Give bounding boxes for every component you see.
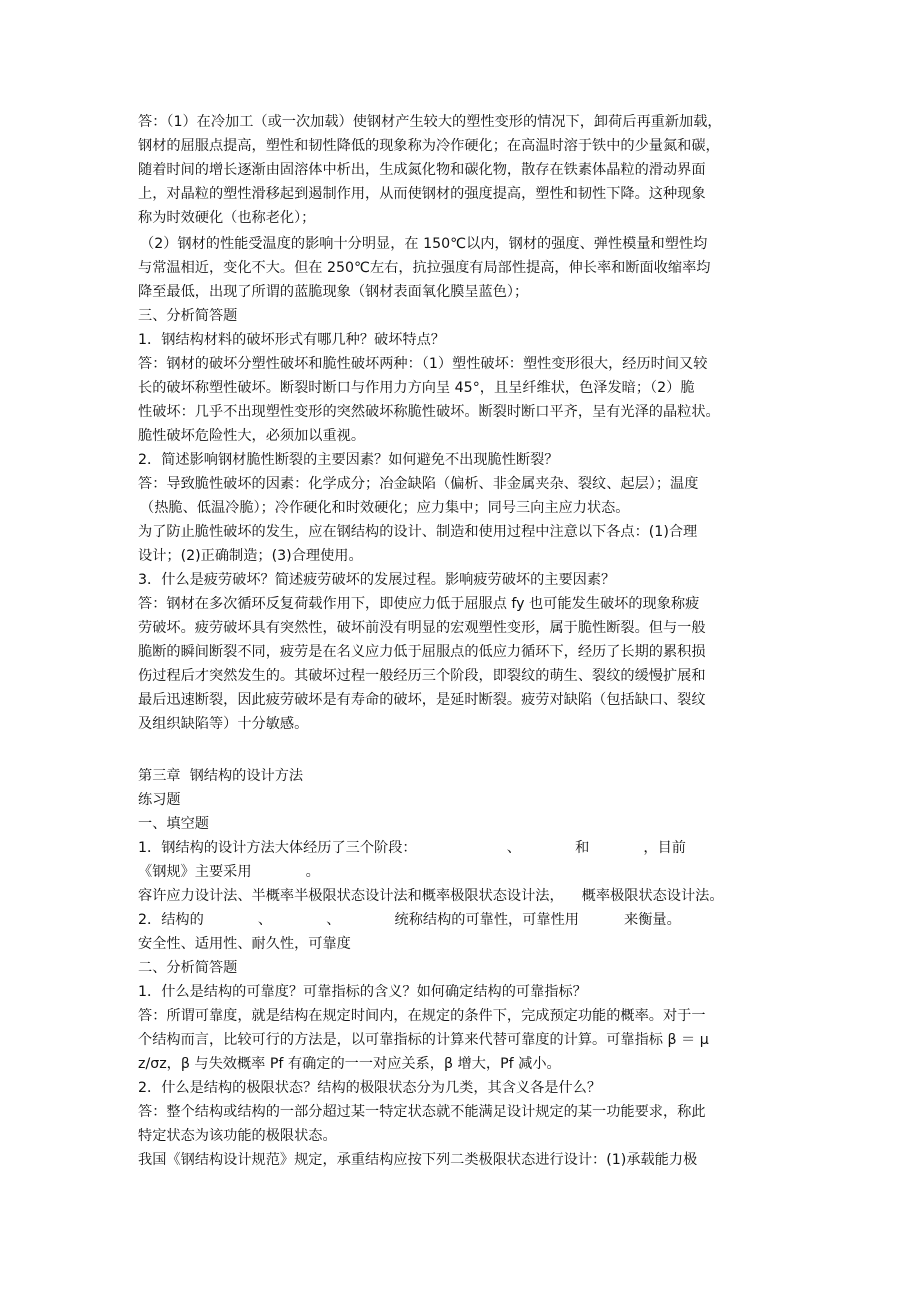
text-line: 《钢规》主要采用 。 [138,864,320,880]
text-line: 三、分析简答题 [138,308,238,324]
text-line: 答：（1）在冷加工（或一次加载）使钢材产生较大的塑性变形的情况下，卸荷后再重新加载， [138,114,722,130]
text-line: 答：整个结构或结构的一部分超过某一特定状态就不能满足设计规定的某一功能要求，称此 [138,1104,706,1120]
text-line: 2．结构的 、 、 统称结构的可靠性，可靠性用 来衡量。 [138,912,681,928]
text-line: 性破坏：几乎不出现塑性变形的突然破坏称脆性破坏。断裂时断口平齐，呈有光泽的晶粒状。 [138,404,720,420]
text-line: （2）钢材的性能受温度的影响十分明显，在 150℃以内，钢材的强度、弹性模量和塑性均 [140,236,708,252]
text-line: 二、分析简答题 [138,960,238,976]
text-line: 容许应力设计法、半概率半极限状态设计法和概率极限状态设计法， 概率极限状态设计法。 [138,888,724,904]
text-line: z/σz，β 与失效概率 Pf 有确定的一一对应关系，β 增大，Pf 减小。 [138,1056,561,1072]
text-line: 特定状态为该功能的极限状态。 [138,1128,337,1144]
text-line: 答：钢材在多次循环反复荷载作用下，即使应力低于屈服点 fy 也可能发生破坏的现象称疲 [138,596,700,612]
text-line: 伤过程后才突然发生的。其破坏过程一般经历三个阶段，即裂纹的萌生、裂纹的缓慢扩展和 [138,668,706,684]
text-line: 2．简述影响钢材脆性断裂的主要因素？如何避免不出现脆性断裂？ [138,452,559,468]
text-line: 答：导致脆性破坏的因素：化学成分；冶金缺陷（偏析、非金属夹杂、裂纹、起层）；温度 [138,476,699,492]
text-line: 降至最低，出现了所谓的蓝脆现象（钢材表面氧化膜呈蓝色）； [138,284,529,300]
text-line: 设计；(2)正确制造；(3)合理使用。 [138,548,363,564]
text-line: 长的破坏称塑性破坏。断裂时断口与作用力方向呈 45°，且呈纤维状，色泽发暗；（2）脆 [138,380,695,396]
text-line: 答：所谓可靠度，就是结构在规定时间内，在规定的条件下，完成预定功能的概率。对于一 [138,1008,706,1024]
text-line: 随着时间的增长逐渐由固溶体中析出，生成氮化物和碳化物，散存在铁素体晶粒的滑动界面 [138,162,706,178]
text-line: 1．什么是结构的可靠度？可靠指标的含义？如何确定结构的可靠指标？ [138,984,587,1000]
text-line: 脆性破坏危险性大，必须加以重视。 [138,428,366,444]
text-line: 一、填空题 [138,816,209,832]
text-line: 为了防止脆性破坏的发生，应在钢结构的设计、制造和使用过程中注意以下各点：(1)合理 [138,524,698,540]
text-line: 最后迅速断裂，因此疲劳破坏是有寿命的破坏，是延时断裂。疲劳对缺陷（包括缺口、裂纹 [138,692,706,708]
text-line: 1．钢结构的设计方法大体经历了三个阶段： 、 和 ，目前 [138,840,686,856]
text-line: 及组织缺陷等）十分敏感。 [138,716,309,732]
text-line: 答：钢材的破坏分塑性破坏和脆性破坏两种：（1）塑性破坏：塑性变形很大，经历时间又较 [138,356,708,372]
text-line: 第三章 钢结构的设计方法 [138,768,304,784]
text-line: 与常温相近，变化不大。但在 250℃左右，抗拉强度有局部性提高，伸长率和断面收缩率均 [138,260,711,276]
text-line: 2．什么是结构的极限状态？结构的极限状态分为几类，其含义各是什么？ [138,1080,602,1096]
text-line: 练习题 [138,792,181,808]
text-line: （热脆、低温冷脆）；冷作硬化和时效硬化；应力集中；同号三向主应力状态。 [140,500,630,516]
text-line: 劳破坏。疲劳破坏具有突然性，破坏前没有明显的宏观塑性变形，属于脆性断裂。但与一般 [138,620,706,636]
text-line: 称为时效硬化（也称老化）； [138,210,316,226]
text-line: 脆断的瞬间断裂不同，疲劳是在名义应力低于屈服点的低应力循环下，经历了长期的累积损 [138,644,706,660]
text-line: 我国《钢结构设计规范》规定，承重结构应按下列二类极限状态进行设计：(1)承载能力极 [138,1152,698,1168]
text-line: 上，对晶粒的塑性滑移起到遏制作用，从而使钢材的强度提高，塑性和韧性下降。这种现象 [138,186,706,202]
text-line: 1．钢结构材料的破坏形式有哪几种？破坏特点？ [138,332,445,348]
text-line: 个结构而言，比较可行的方法是，以可靠指标的计算来代替可靠度的计算。可靠指标 β ＝ μ [138,1032,709,1048]
text-line: 安全性、适用性、耐久性，可靠度 [138,936,351,952]
text-line: 3．什么是疲劳破坏？简述疲劳破坏的发展过程。影响疲劳破坏的主要因素？ [138,572,616,588]
text-line: 钢材的屈服点提高，塑性和韧性降低的现象称为冷作硬化；在高温时溶于铁中的少量氮和碳， [138,138,720,154]
